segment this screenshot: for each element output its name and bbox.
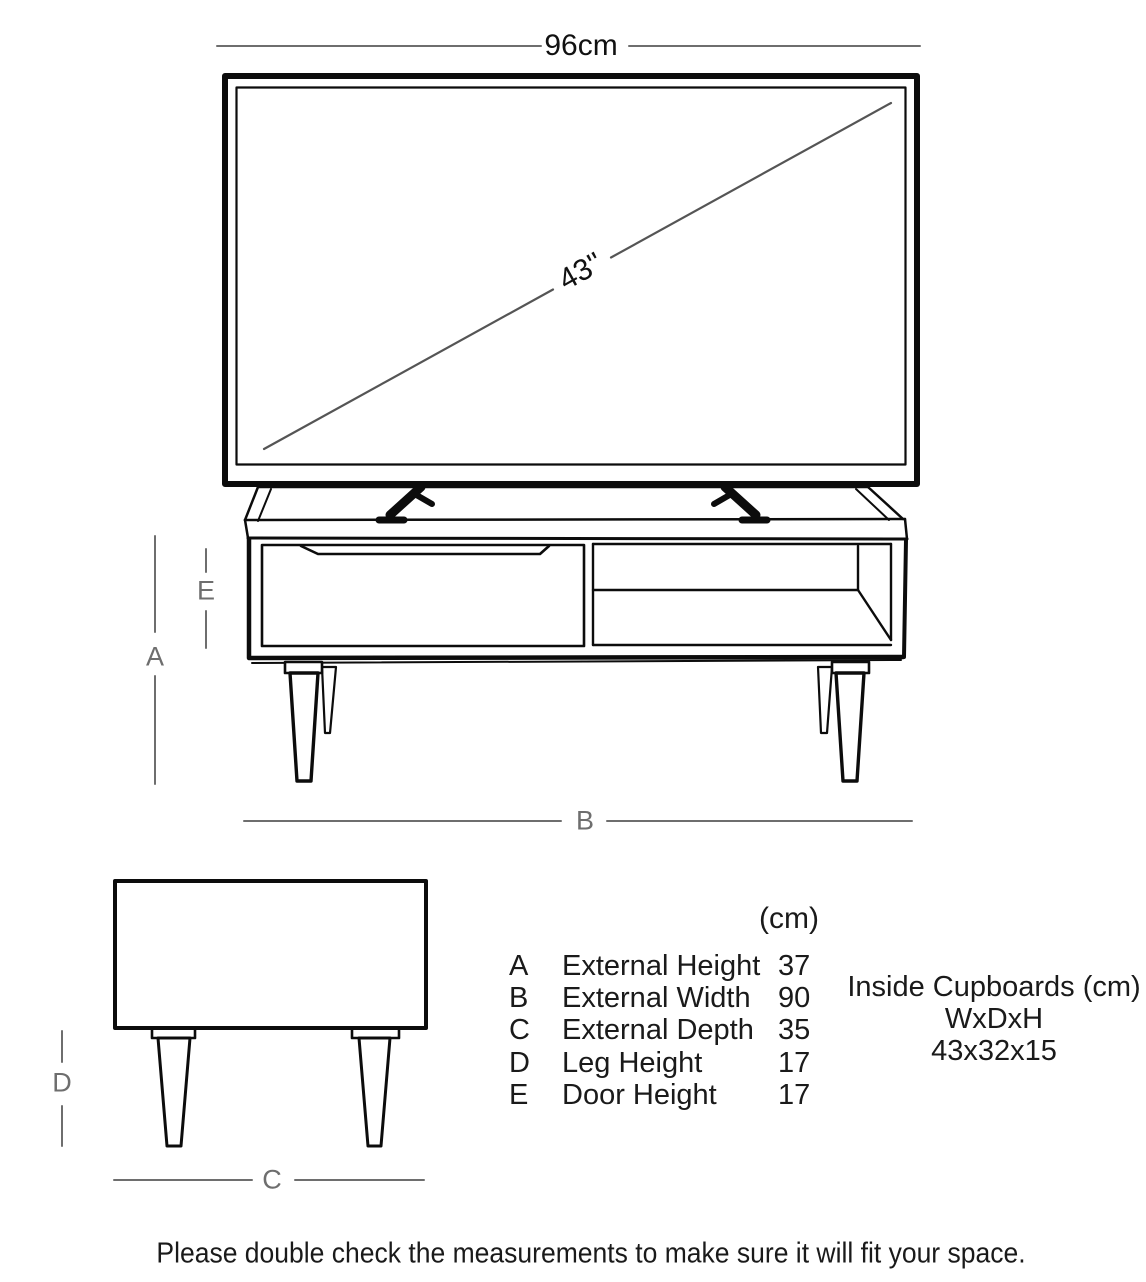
tv-size-label: 43'' bbox=[553, 246, 609, 297]
stand-rear-leg-left bbox=[322, 667, 336, 733]
stand-leg-left bbox=[290, 673, 318, 781]
stand-top bbox=[245, 487, 907, 539]
tv-foot-right bbox=[714, 487, 767, 520]
open-compartment bbox=[593, 544, 891, 645]
unit-header: (cm) bbox=[759, 902, 819, 935]
row-key: A bbox=[509, 949, 529, 982]
row-key: C bbox=[509, 1014, 530, 1047]
tv-foot-left bbox=[379, 487, 432, 520]
dim-label-b: B bbox=[575, 805, 595, 836]
stand-leg-right bbox=[836, 673, 864, 781]
row-key: B bbox=[509, 981, 529, 1014]
table-row bbox=[509, 1015, 848, 1047]
dimensions-table bbox=[509, 950, 848, 1111]
row-name: Door Height bbox=[562, 1078, 717, 1111]
side-leg-left bbox=[158, 1038, 190, 1146]
dim-label-a: A bbox=[145, 641, 165, 672]
row-name: Leg Height bbox=[562, 1046, 703, 1079]
table-row bbox=[509, 1047, 848, 1079]
table-row bbox=[509, 982, 848, 1014]
side-leg-right bbox=[359, 1038, 390, 1146]
shelf-perspective-edge bbox=[858, 590, 891, 640]
dim-label-d: D bbox=[52, 1067, 72, 1098]
inside-cupboards-title: Inside Cupboards (cm) bbox=[847, 971, 1141, 1003]
stand-side-view bbox=[115, 881, 426, 1146]
row-key: E bbox=[509, 1078, 529, 1111]
row-value: 37 bbox=[778, 949, 811, 982]
table-row bbox=[509, 950, 848, 982]
row-name: External Depth bbox=[562, 1014, 754, 1047]
tv bbox=[225, 76, 917, 520]
row-name: External Height bbox=[562, 949, 761, 982]
inside-cupboards-note bbox=[826, 971, 1146, 1067]
stand-rear-leg-right bbox=[818, 667, 832, 733]
stand-front-view bbox=[245, 487, 907, 781]
row-key: D bbox=[509, 1046, 530, 1079]
side-view-body bbox=[115, 881, 426, 1028]
door-handle-recess bbox=[301, 546, 549, 554]
fit-note: Please double check the measurements to make sure it will fit your space. bbox=[156, 1237, 1026, 1270]
table-row bbox=[509, 1079, 848, 1111]
row-value: 17 bbox=[778, 1046, 811, 1079]
dim-label-c: C bbox=[262, 1164, 282, 1195]
cabinet-door bbox=[262, 545, 584, 646]
row-value: 17 bbox=[778, 1078, 811, 1111]
inside-cupboards-value: 43x32x15 bbox=[931, 1035, 1057, 1067]
width-label: 96cm bbox=[544, 29, 618, 62]
row-value: 35 bbox=[778, 1014, 811, 1047]
dim-label-e: E bbox=[196, 575, 216, 606]
row-value: 90 bbox=[778, 981, 811, 1014]
row-name: External Width bbox=[562, 981, 751, 1014]
inside-cupboards-format: WxDxH bbox=[944, 1003, 1044, 1035]
